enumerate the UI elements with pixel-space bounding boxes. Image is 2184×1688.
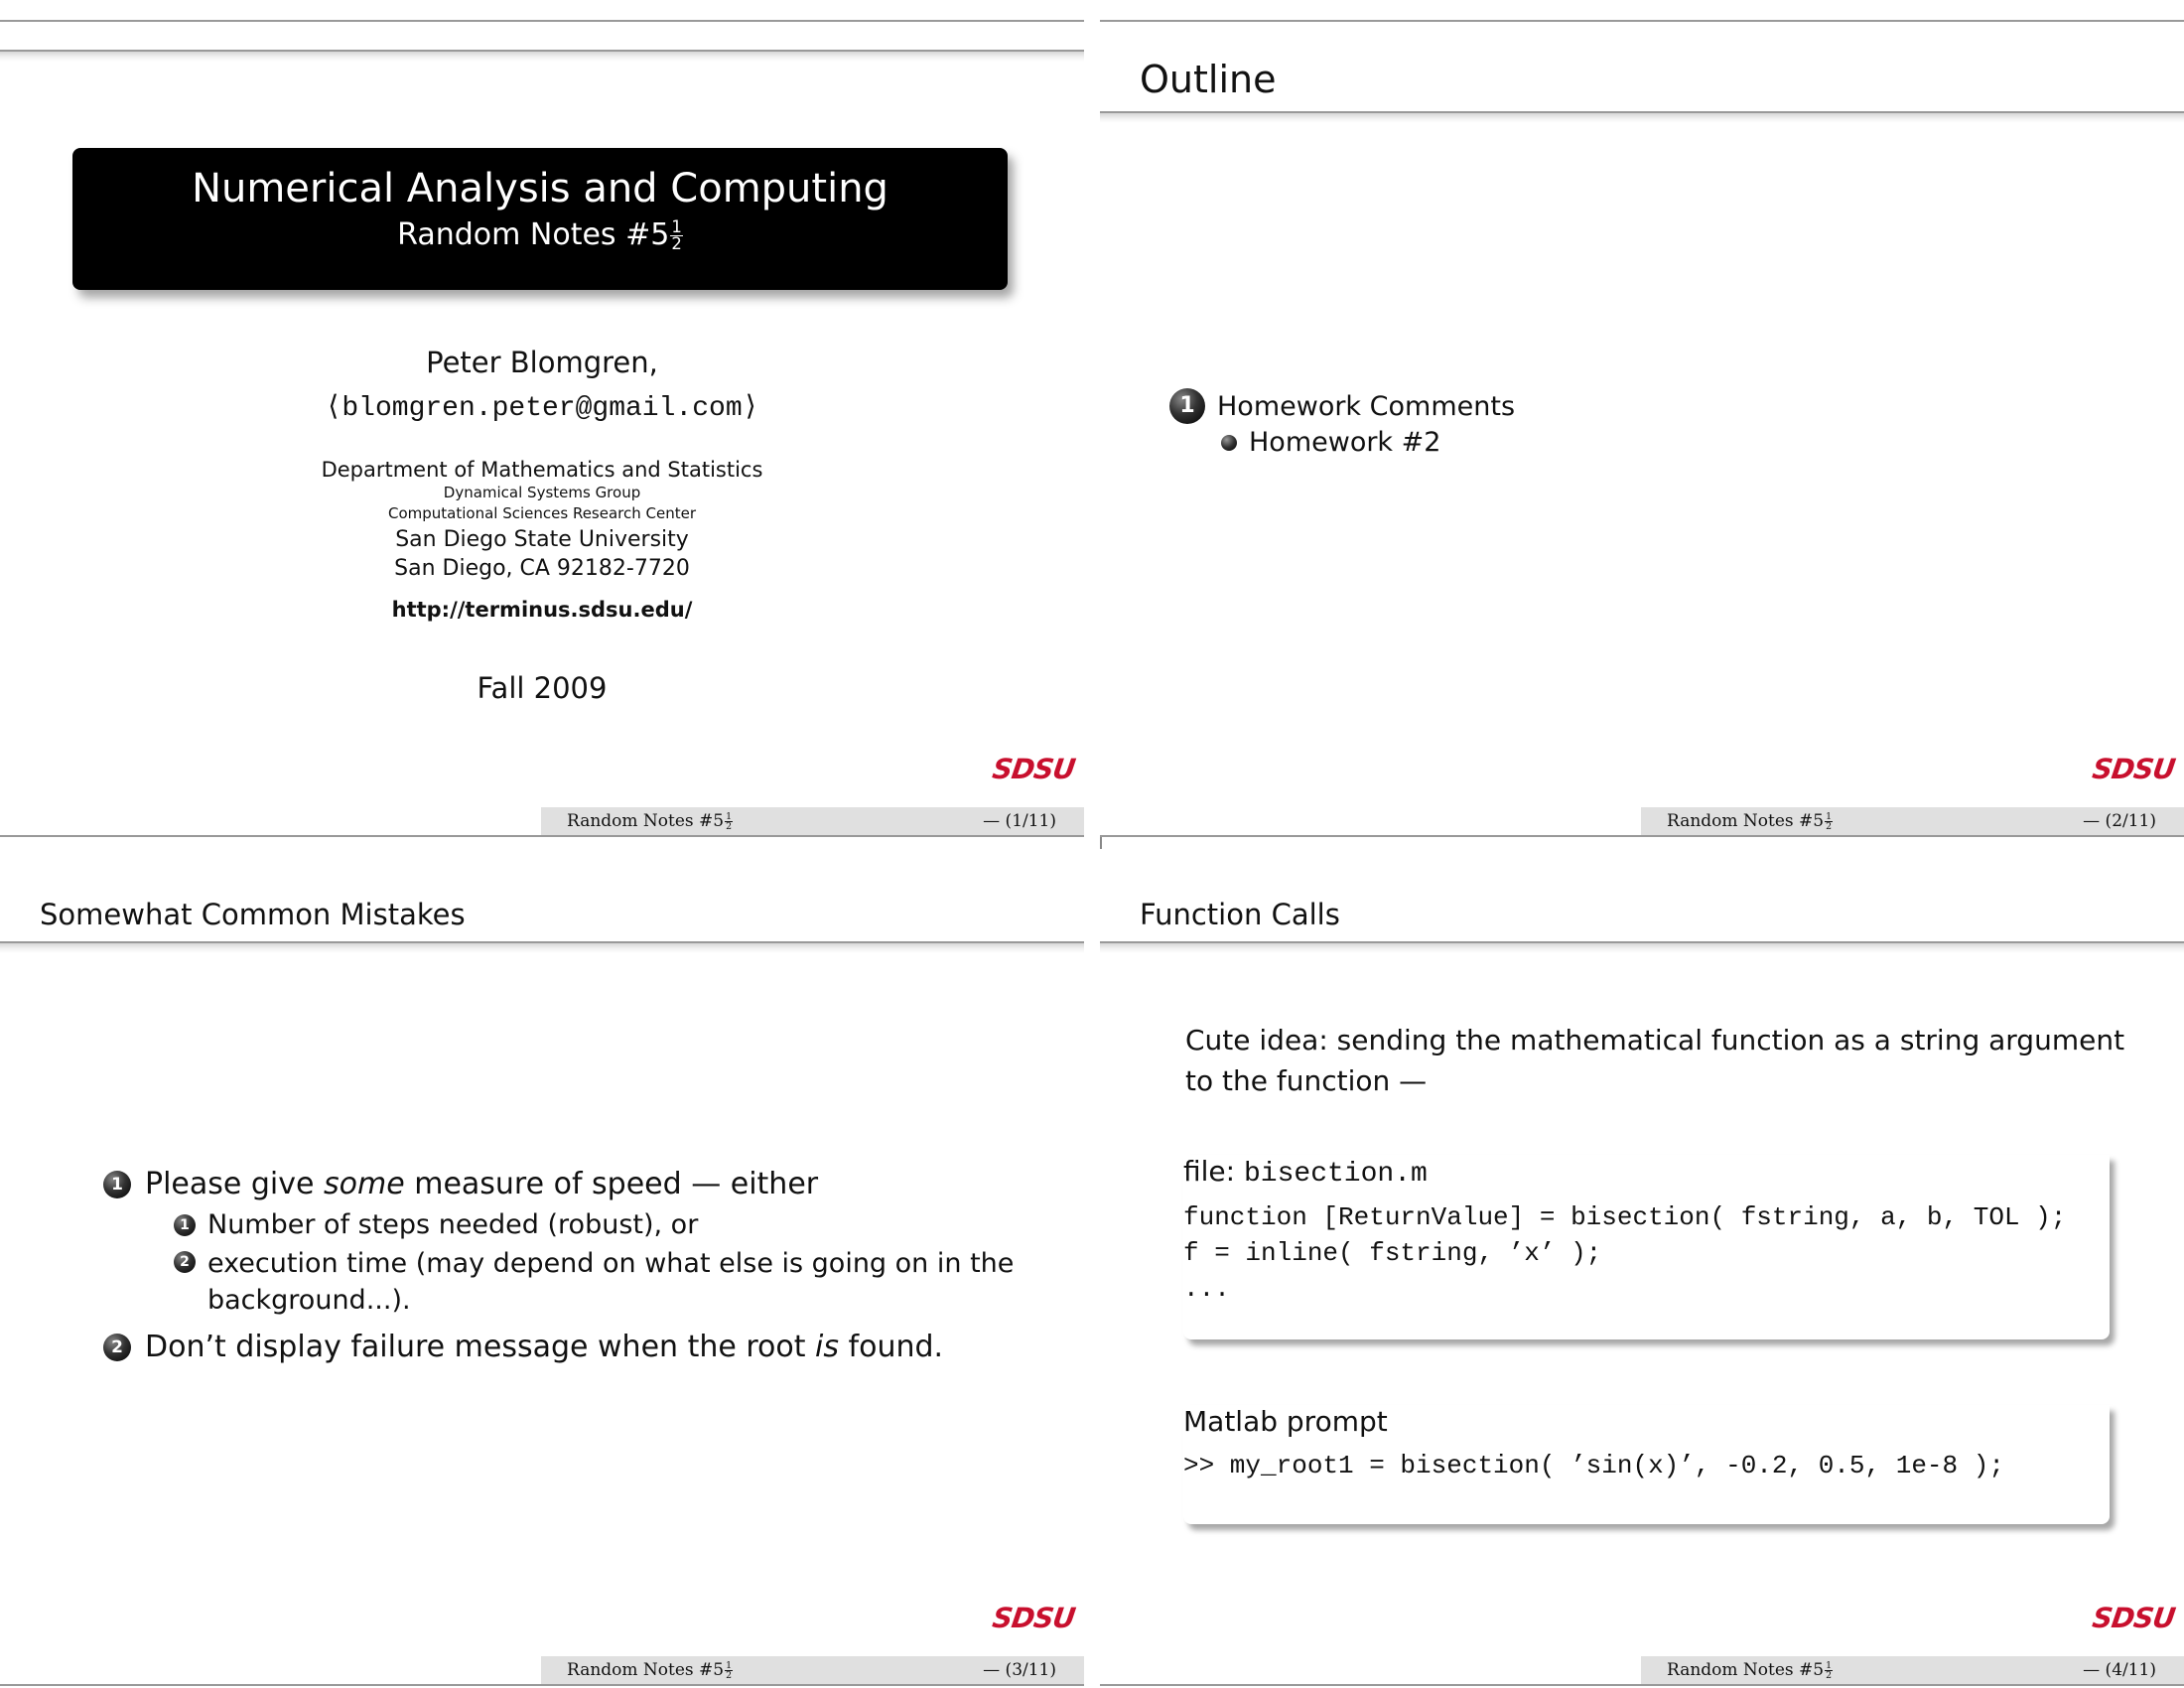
emphasis: some	[324, 1167, 405, 1201]
text-line: execution time (may depend on what else is going on in the	[207, 1248, 1015, 1279]
top-border	[0, 20, 1084, 22]
outline-subitem-label: Homework #2	[1249, 427, 1441, 458]
frame-title: Outline	[1140, 58, 1277, 101]
text-line: background...).	[207, 1285, 411, 1316]
sub-list-item	[174, 1209, 698, 1240]
footer-bar	[1641, 807, 2184, 835]
department: Department of Mathematics and Statistics	[321, 458, 763, 482]
footer-title-text: Random Notes #5	[1667, 1660, 1825, 1680]
outline-item-label: Homework Comments	[1217, 390, 1516, 422]
frac-num: 1	[726, 1659, 733, 1671]
author: Peter Blomgren,	[426, 346, 658, 379]
page-number: — (2/11)	[2083, 811, 2156, 831]
numbered-ball-icon: 1	[1169, 388, 1205, 424]
slide-function-calls	[1100, 849, 2184, 1686]
header-rule	[0, 941, 1084, 953]
list-item-text	[145, 1167, 818, 1201]
bottom-border	[1100, 835, 2184, 837]
list-item-text	[145, 1330, 943, 1364]
footer-fraction	[1825, 1661, 1833, 1681]
slide-outline	[1100, 0, 2184, 837]
outline-subitem[interactable]	[1221, 427, 1440, 458]
header-rule	[0, 50, 1084, 62]
title-box	[72, 148, 1008, 290]
page-number: — (1/11)	[983, 811, 1056, 831]
footer-bar	[541, 1656, 1084, 1684]
sdsu-logo: SDSU	[2090, 1602, 2177, 1634]
frac-den: 2	[726, 821, 733, 832]
footer-bar	[541, 807, 1084, 835]
list-item	[103, 1167, 818, 1201]
footer-bar	[1641, 1656, 2184, 1684]
subtitle-text: Random Notes #5	[397, 217, 670, 252]
footer-title-text: Random Notes #5	[567, 1660, 725, 1680]
numbered-ball-icon: 2	[174, 1251, 196, 1273]
code-listing	[1183, 1199, 2066, 1307]
code-block-prompt	[1183, 1405, 2110, 1524]
footer-title	[567, 811, 733, 831]
frame-title: Somewhat Common Mistakes	[40, 898, 466, 931]
page-number: — (4/11)	[2083, 1660, 2156, 1680]
city: San Diego, CA 92182-7720	[394, 556, 690, 581]
frac-num: 1	[726, 810, 733, 822]
footer-title-text: Random Notes #5	[1667, 811, 1825, 831]
list-item	[103, 1330, 943, 1364]
university: San Diego State University	[395, 527, 689, 552]
code-line: >> my_root1 = bisection( ’sin(x)’, -0.2, 0.5, 1e-8 );	[1183, 1451, 2004, 1480]
footer-title	[1667, 811, 1833, 831]
footer-fraction	[725, 1661, 733, 1681]
research-center: Computational Sciences Research Center	[387, 504, 696, 522]
slide-mistakes	[0, 849, 1084, 1686]
date: Fall 2009	[477, 671, 608, 705]
block-title	[1183, 1155, 1428, 1190]
frame-title: Function Calls	[1140, 898, 1340, 931]
sub-list-item-text	[207, 1245, 1014, 1319]
footer-title	[1667, 1660, 1833, 1680]
text-part: measure of speed — either	[404, 1167, 819, 1201]
half-fraction	[670, 216, 683, 253]
frac-den: 2	[1826, 1670, 1833, 1681]
frac-den: 2	[1826, 821, 1833, 832]
emphasis: is	[815, 1330, 839, 1364]
numbered-ball-icon: 2	[103, 1334, 131, 1361]
sdsu-logo: SDSU	[990, 753, 1077, 785]
header-rule	[1100, 941, 2184, 953]
text-line: Cute idea: sending the mathematical function as a string argument	[1185, 1024, 2125, 1056]
frac-den: 2	[671, 234, 682, 253]
block-title: Matlab prompt	[1183, 1405, 1388, 1438]
frac-num: 1	[671, 216, 682, 236]
code-line: ...	[1183, 1274, 1230, 1304]
code-block-file	[1183, 1155, 2110, 1339]
numbered-ball-icon: 1	[174, 1214, 196, 1236]
top-border	[1100, 20, 2184, 22]
intro-text	[1185, 1020, 2124, 1101]
text-part: found.	[839, 1330, 944, 1364]
slide-title	[0, 0, 1084, 837]
frac-den: 2	[726, 1670, 733, 1681]
bullet-icon	[1221, 435, 1237, 451]
presentation-subtitle	[72, 217, 1008, 253]
page-number: — (3/11)	[983, 1660, 1056, 1680]
code-line: function [ReturnValue] = bisection( fstring, a, b, TOL );	[1183, 1202, 2067, 1232]
file-name: bisection.m	[1243, 1159, 1428, 1190]
footer-title	[567, 1660, 733, 1680]
header-rule	[1100, 111, 2184, 123]
numbered-ball-icon: 1	[103, 1171, 131, 1198]
text-part: Don’t display failure message when the root	[145, 1330, 816, 1364]
block-label: file:	[1183, 1155, 1244, 1188]
footer-fraction	[725, 812, 733, 832]
bottom-border	[0, 1684, 1084, 1686]
frac-num: 1	[1826, 1659, 1833, 1671]
footer-title-text: Random Notes #5	[567, 811, 725, 831]
code-line: f = inline( fstring, ’x’ );	[1183, 1238, 1602, 1268]
frac-num: 1	[1826, 810, 1833, 822]
group: Dynamical Systems Group	[443, 484, 641, 501]
sdsu-logo: SDSU	[990, 1602, 1077, 1634]
text-line: to the function —	[1185, 1064, 1428, 1097]
text-part: Please give	[145, 1167, 325, 1201]
url-link[interactable]: http://terminus.sdsu.edu/	[391, 598, 693, 622]
footer-fraction	[1825, 812, 1833, 832]
sub-list-item-text: Number of steps needed (robust), or	[207, 1209, 699, 1240]
sub-list-item	[174, 1245, 1014, 1319]
author-email: ⟨blomgren.peter@gmail.com⟩	[325, 393, 759, 424]
presentation-title: Numerical Analysis and Computing	[192, 166, 888, 211]
bottom-border	[1100, 1684, 2184, 1686]
outline-item[interactable]	[1169, 388, 1515, 424]
bottom-border	[0, 835, 1084, 837]
sdsu-logo: SDSU	[2090, 753, 2177, 785]
